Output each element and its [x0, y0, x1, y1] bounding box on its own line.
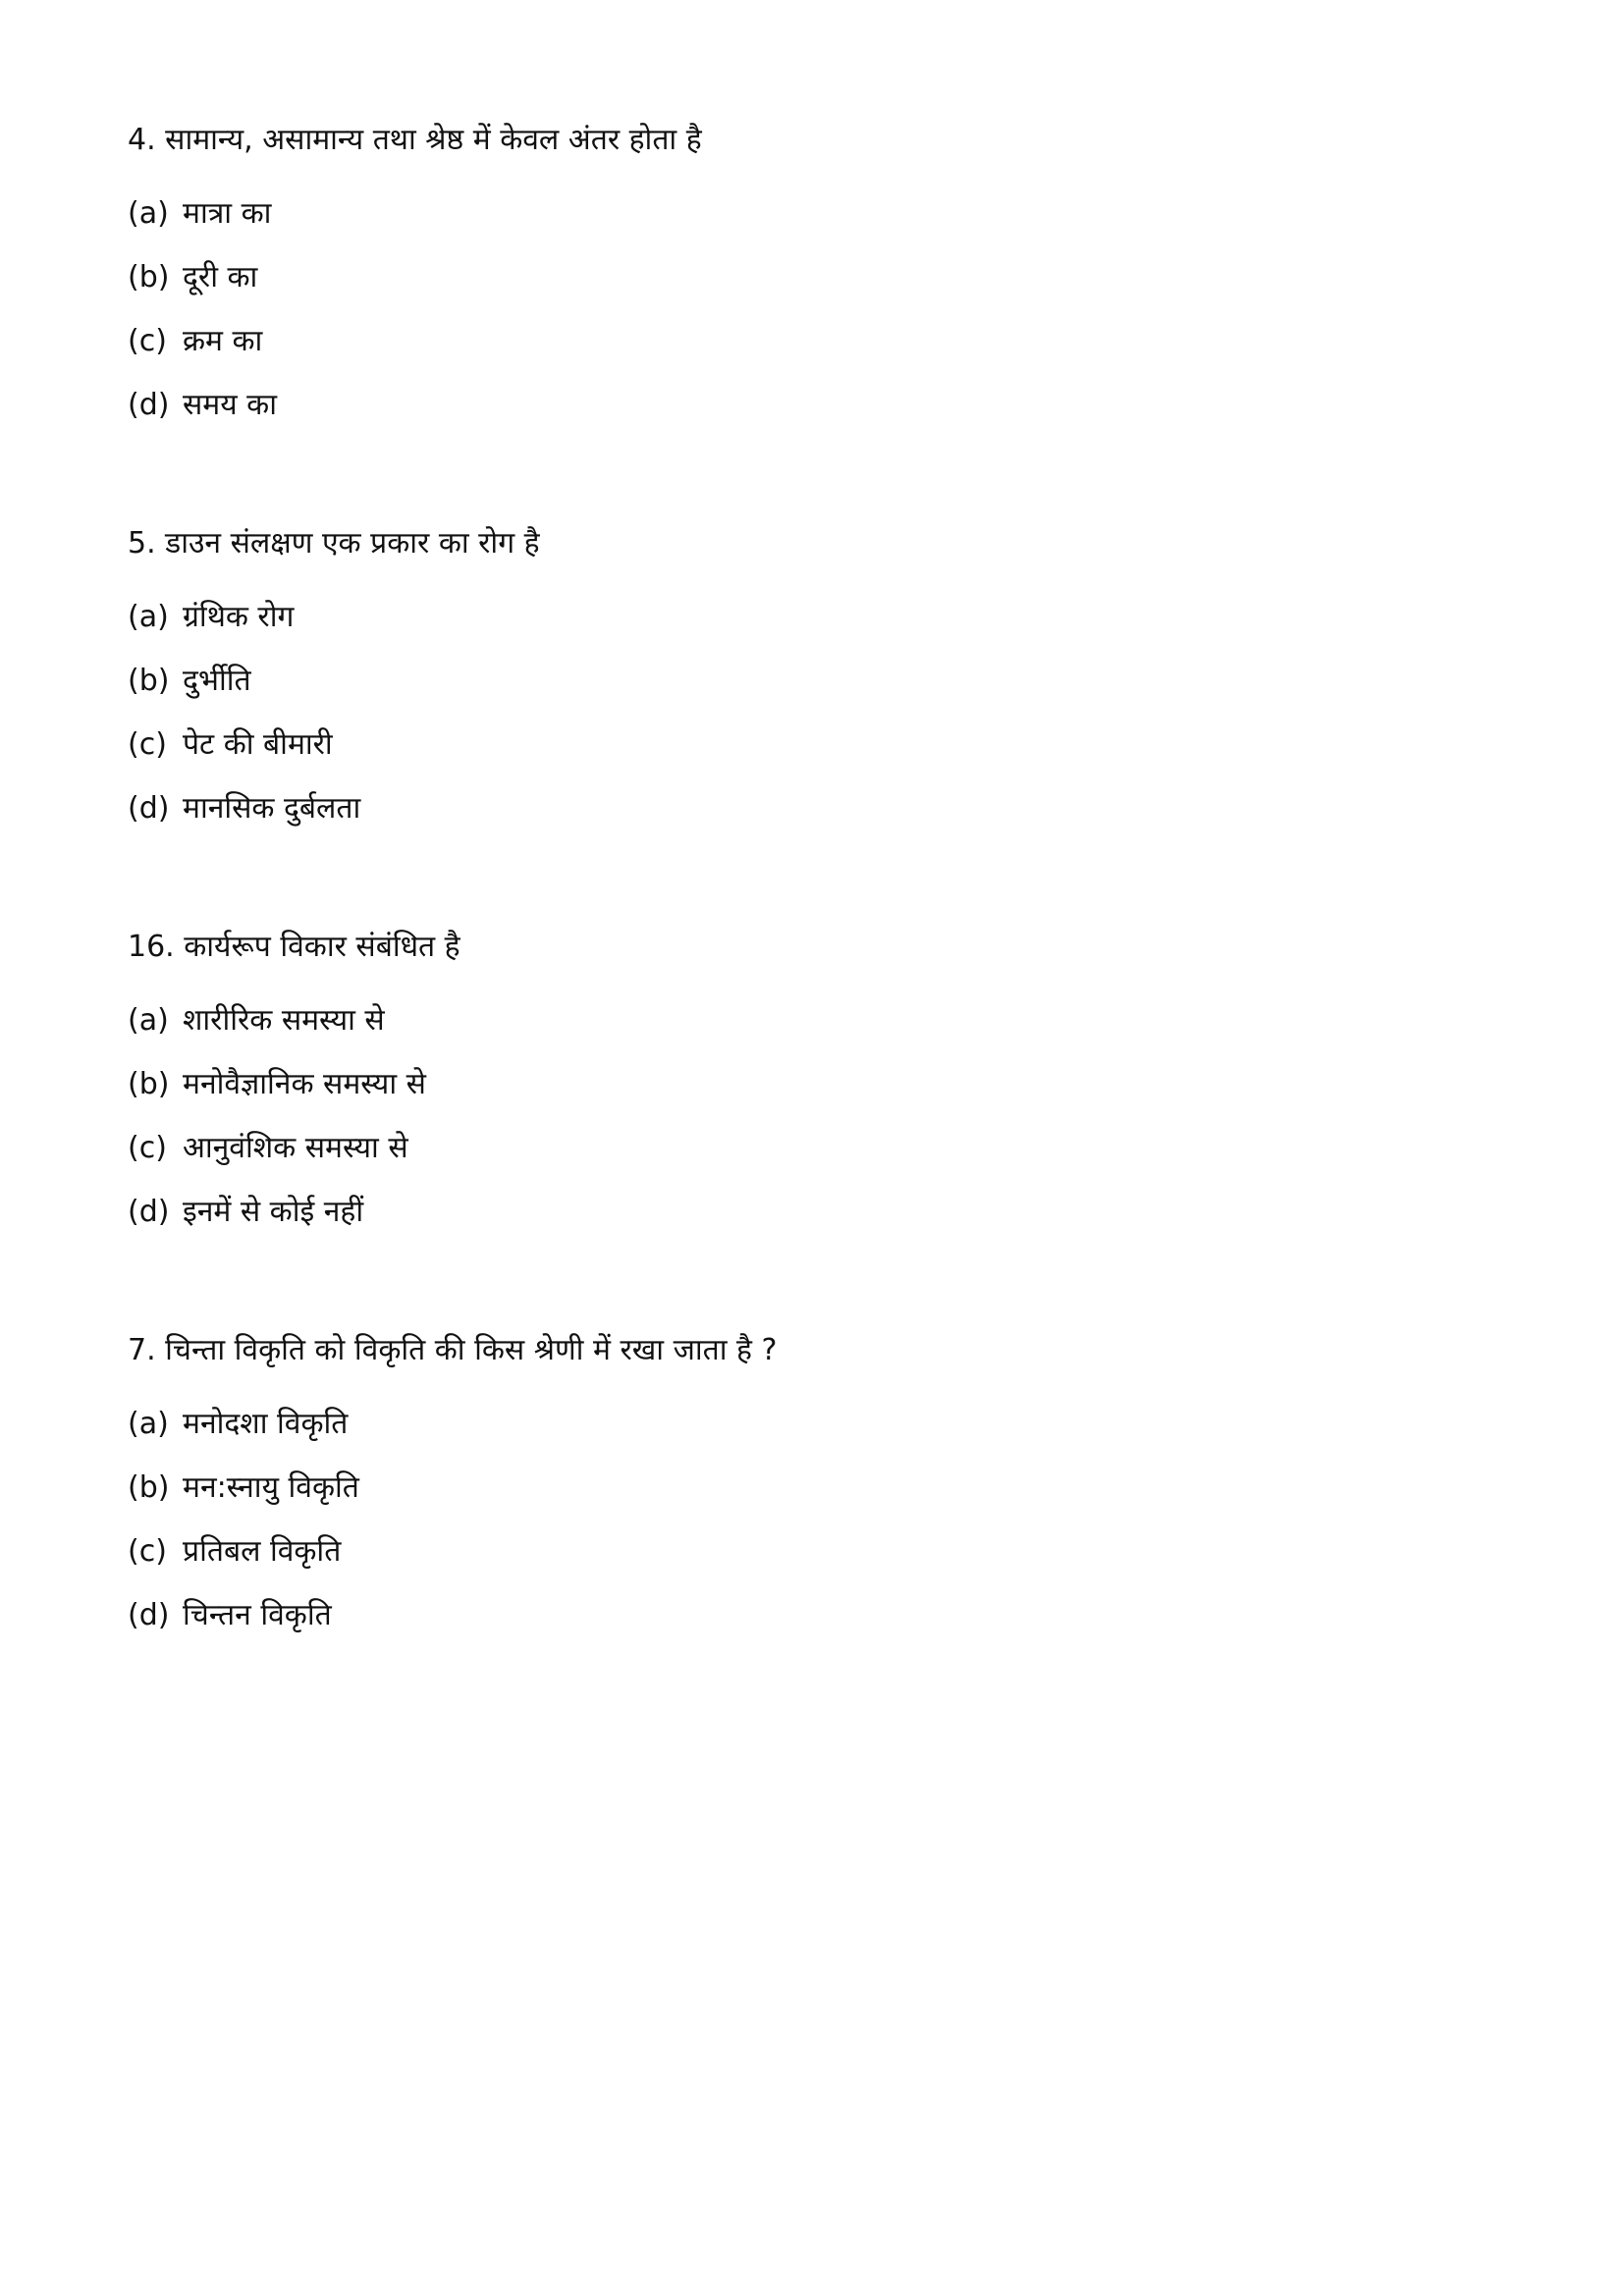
option-text: मन:स्नायु विकृति: [183, 1470, 359, 1505]
option-label: (c): [128, 1131, 167, 1165]
option-text: क्रम का: [183, 324, 263, 358]
option-label: (b): [128, 664, 170, 698]
option-text: मानसिक दुर्बलता: [183, 791, 361, 826]
option-label: (c): [128, 727, 167, 762]
option-label: (d): [128, 388, 170, 422]
option-text: इनमें से कोई नहीं: [183, 1195, 364, 1229]
option-row: [128, 998, 1496, 1042]
question-stem: 5. डाउन संलक्षण एक प्रकार का रोग है: [128, 526, 540, 561]
option-label: (a): [128, 196, 169, 231]
option-row: [128, 319, 1496, 363]
option-row: [128, 659, 1496, 703]
option-label: (d): [128, 791, 170, 826]
option-text: समय का: [183, 388, 277, 422]
option-text: ग्रंथिक रोग: [183, 600, 295, 634]
option-text: शारीरिक समस्या से: [183, 1003, 385, 1038]
option-label: (a): [128, 600, 169, 634]
option-row: [128, 722, 1496, 767]
option-row: [128, 1190, 1496, 1234]
option-row: [128, 1466, 1496, 1510]
option-label: (b): [128, 260, 170, 294]
option-row: [128, 1126, 1496, 1170]
option-text: दूरी का: [183, 260, 258, 294]
question-stem: 4. सामान्य, असामान्य तथा श्रेष्ठ में केवल अंतर होता है: [128, 123, 702, 157]
question-block: [128, 521, 1496, 830]
option-text: मनोदशा विकृति: [183, 1407, 349, 1441]
option-text: चिन्तन विकृति: [183, 1598, 332, 1632]
option-label: (b): [128, 1067, 170, 1101]
option-text: मनोवैज्ञानिक समस्या से: [183, 1067, 426, 1101]
option-text: मात्रा का: [183, 196, 272, 231]
question-block: [128, 118, 1496, 427]
option-text: आनुवंशिक समस्या से: [183, 1131, 408, 1165]
question-stem: 16. कार्यरूप विकार संबंधित है: [128, 930, 460, 964]
option-row: [128, 191, 1496, 236]
option-label: (b): [128, 1470, 170, 1505]
option-label: (d): [128, 1598, 170, 1632]
option-label: (c): [128, 324, 167, 358]
question-stem: 7. चिन्ता विकृति को विकृति की किस श्रेणी में रखा जाता है ?: [128, 1333, 778, 1367]
option-label: (c): [128, 1534, 167, 1569]
option-text: दुर्भीति: [183, 664, 251, 698]
question-block: [128, 925, 1496, 1234]
question-block: [128, 1328, 1496, 1637]
option-row: [128, 383, 1496, 427]
option-label: (d): [128, 1195, 170, 1229]
option-label: (a): [128, 1407, 169, 1441]
option-row: [128, 1402, 1496, 1446]
option-row: [128, 1529, 1496, 1574]
option-row: [128, 786, 1496, 830]
option-text: पेट की बीमारी: [183, 727, 333, 762]
option-label: (a): [128, 1003, 169, 1038]
option-row: [128, 1062, 1496, 1106]
option-row: [128, 255, 1496, 299]
option-row: [128, 1593, 1496, 1637]
option-row: [128, 595, 1496, 639]
option-text: प्रतिबल विकृति: [183, 1534, 342, 1569]
